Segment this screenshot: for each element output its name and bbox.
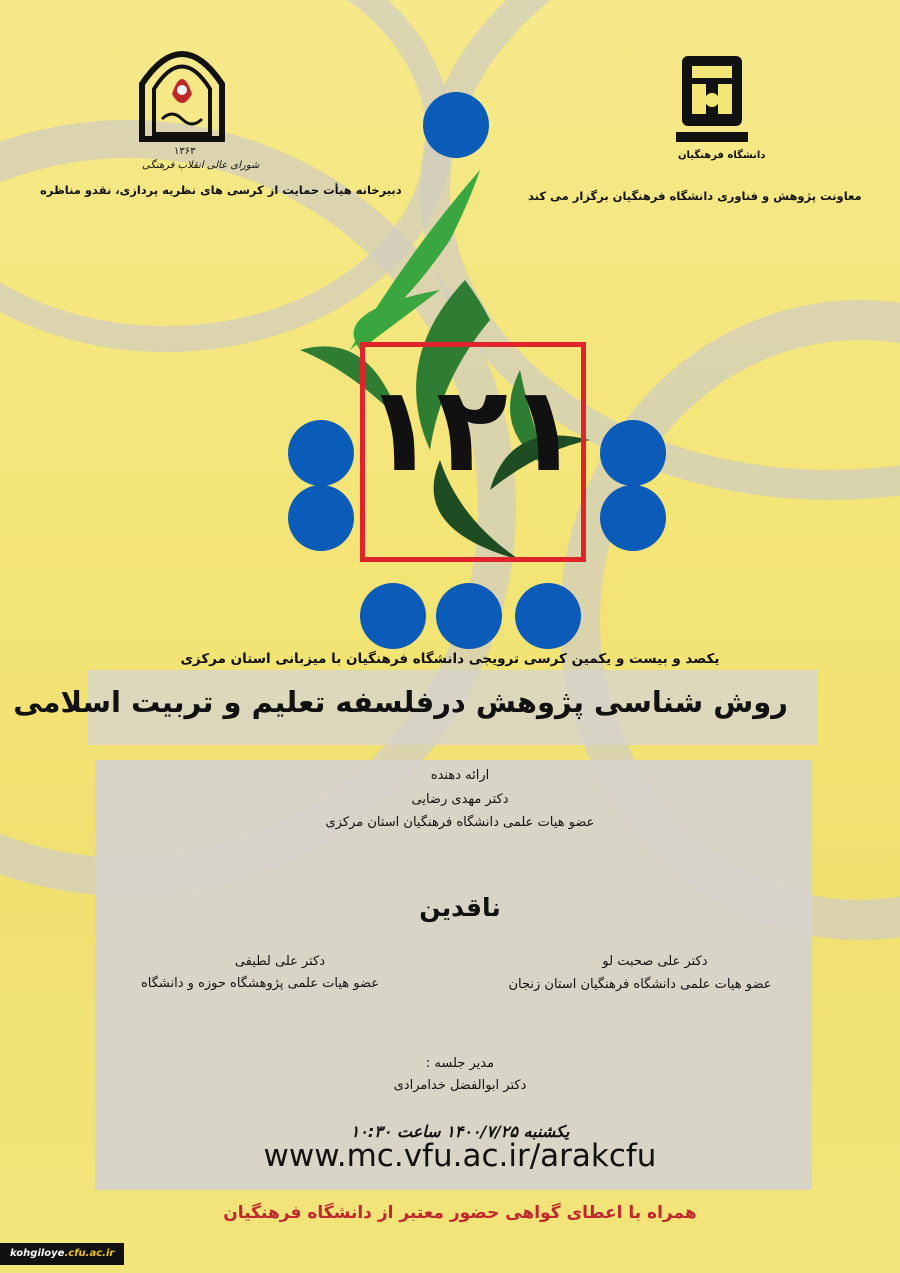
source-watermark	[0, 1243, 124, 1265]
farhangian-logo-wordmark: دانشگاه فرهنگیان	[678, 150, 766, 161]
schedule-text: یکشنبه ۱۴۰۰/۷/۲۵ ساعت ۱۰:۳۰	[350, 1122, 570, 1141]
watermark-suffix: .cfu.ac.ir	[64, 1248, 115, 1259]
critic-2-name: دکتر علی لطیفی	[234, 954, 326, 969]
blue-dot	[515, 583, 581, 649]
critic-1-name: دکتر علی صحبت لو	[602, 954, 708, 969]
blue-dot	[423, 92, 489, 158]
watermark-domain: kohgiloye	[10, 1248, 65, 1259]
blue-dot	[600, 485, 666, 551]
supreme-council-year: ۱۳۶۳	[174, 146, 196, 157]
certificate-note: همراه با اعطای گواهی حضور معتبر از دانشگاه فرهنگیان	[223, 1203, 697, 1223]
left-header-caption: دبیرخانه هیأت حمایت از کرسی های نظریه پردازی، نقدو مناظره	[40, 183, 402, 197]
presenter-role: عضو هیات علمی دانشگاه فرهنگیان استان مرکزی	[325, 815, 595, 830]
blue-dot	[288, 485, 354, 551]
critics-heading: ناقدین	[419, 893, 501, 922]
blue-dot	[600, 420, 666, 486]
critic-1-role: عضو هیات علمی دانشگاه فرهنگیان استان زنجان	[508, 977, 772, 992]
website-url: www.mc.vfu.ac.ir/arakcfu	[263, 1138, 657, 1174]
presenter-name: دکتر مهدی رضایی	[411, 792, 509, 807]
moderator-name: دکتر ابوالفضل خدامرادی	[393, 1078, 527, 1093]
moderator-heading: مدیر جلسه :	[425, 1056, 495, 1071]
blue-dot	[436, 583, 502, 649]
supreme-council-name: شورای عالی انقلاب فرهنگی	[142, 160, 260, 171]
event-subtitle: یکصد و بیست و یکمین کرسی ترویجی دانشگاه فرهنگیان با میزبانی استان مرکزی	[180, 651, 720, 667]
right-header-caption: معاونت پژوهش و فناوری دانشگاه فرهنگیان برگزار می کند	[528, 189, 862, 203]
presenter-heading: ارائه دهنده	[430, 768, 490, 783]
emblem-number: ۱۲۱	[363, 360, 580, 498]
supreme-council-cultural-revolution-logo-icon	[132, 34, 232, 144]
critic-2-role: عضو هیات علمی پژوهشگاه حوزه و دانشگاه	[140, 976, 380, 991]
blue-dot	[360, 583, 426, 649]
blue-dot	[288, 420, 354, 486]
farhangian-university-logo-icon	[672, 48, 752, 148]
event-title: روش شناسی پژوهش درفلسفه تعلیم و تربیت اسلامی	[13, 685, 788, 719]
